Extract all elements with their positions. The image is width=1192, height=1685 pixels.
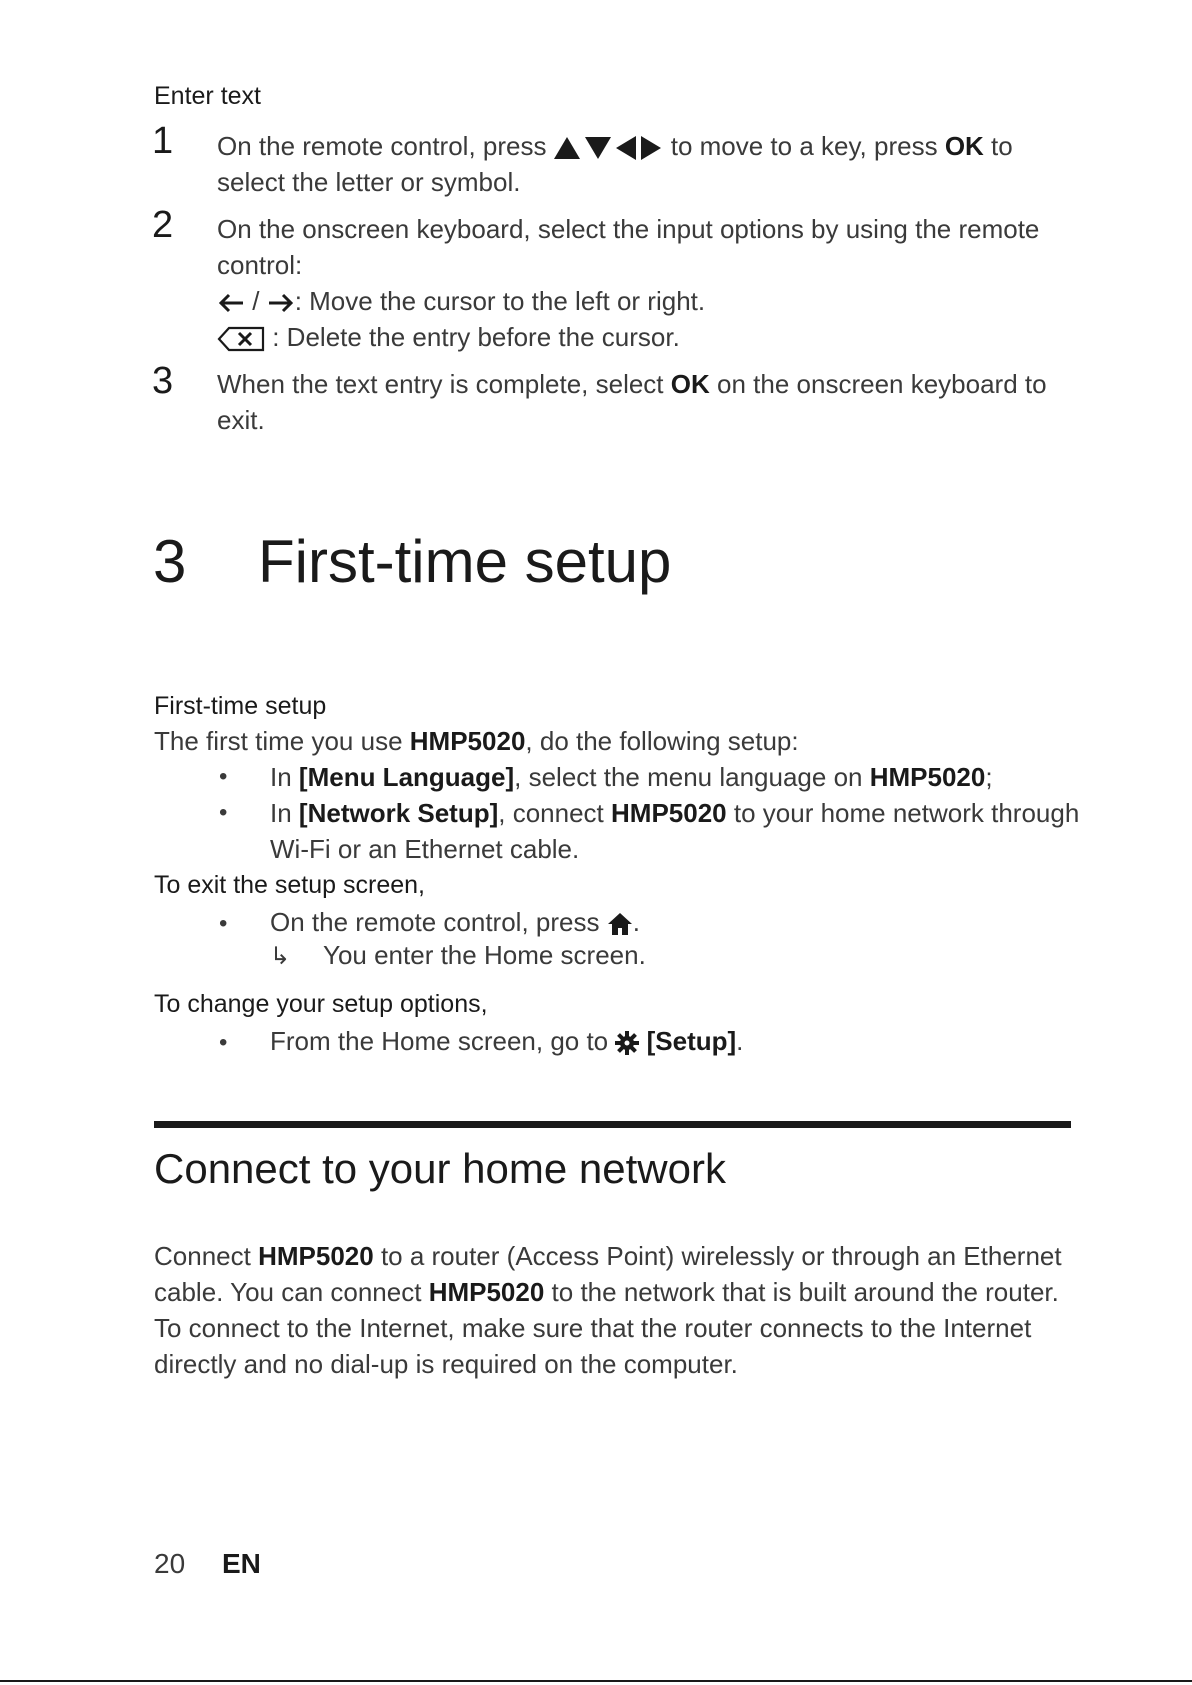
bullet-part: Wi-Fi or an Ethernet cable. <box>270 834 580 864</box>
triangle-down-icon <box>585 137 611 159</box>
paragraph-line: To connect to the Internet, make sure that the router connects to the Internet <box>154 1313 1032 1343</box>
page-language: EN <box>222 1548 261 1579</box>
enter-text-heading: Enter text <box>154 82 261 110</box>
paragraph-part: to a router (Access Point) wirelessly or through an Ethernet <box>380 1241 1062 1271</box>
setup-label: [Setup] <box>646 1026 737 1056</box>
bullet-part: to your home network through <box>733 798 1080 828</box>
step-text-line: control: <box>217 250 303 280</box>
chapter-title: First-time setup <box>258 528 672 595</box>
triangle-right-icon <box>641 136 661 160</box>
backspace-icon <box>217 326 265 352</box>
exit-bullet <box>270 904 640 940</box>
section-title: Connect to your home network <box>154 1145 726 1192</box>
device-name: HMP5020 <box>258 1241 374 1271</box>
section-divider <box>154 1121 1071 1128</box>
bullet-part: On the remote control, press <box>270 907 600 937</box>
exit-result: You enter the Home screen. <box>323 940 646 970</box>
step-1-text <box>217 128 1097 200</box>
step-text-part: to move to a key, press <box>670 131 938 161</box>
ok-key-label: OK <box>944 131 984 161</box>
step-text-part: On the remote control, press <box>217 131 547 161</box>
bullet-part: , connect <box>498 798 604 828</box>
triangle-left-icon <box>616 136 636 160</box>
step-text-line: select the letter or symbol. <box>217 167 521 197</box>
arrow-left-icon <box>217 292 245 314</box>
bullet-part: In <box>270 762 292 792</box>
step-text-line: On the onscreen keyboard, select the input options by using the remote <box>217 214 1040 244</box>
network-setup-bullet <box>270 795 1079 867</box>
bullet-part: . <box>632 907 640 937</box>
step-2-text <box>217 211 1097 355</box>
paragraph-part: to the network that is built around the router. <box>551 1277 1059 1307</box>
cursor-move-description: : Move the cursor to the left or right. <box>294 286 706 316</box>
step-text-part: When the text entry is complete, select <box>217 369 664 399</box>
network-paragraph <box>154 1238 1074 1382</box>
setup-intro-part: , do the following setup: <box>525 726 799 756</box>
bullet-part: . <box>736 1026 744 1056</box>
result-arrow-icon: ↳ <box>270 943 291 970</box>
change-bullet <box>270 1023 743 1059</box>
device-name: HMP5020 <box>611 798 727 828</box>
step-number: 1 <box>152 120 174 162</box>
first-time-setup-heading: First-time setup <box>154 692 327 720</box>
step-number: 3 <box>152 360 174 402</box>
bullet-icon: • <box>219 1029 228 1056</box>
setup-intro <box>154 726 799 757</box>
step-text-line: exit. <box>217 405 265 435</box>
gear-icon <box>615 1031 639 1055</box>
step-number: 2 <box>152 204 174 246</box>
step-text-part: to <box>991 131 1013 161</box>
bullet-icon: • <box>219 799 228 826</box>
bullet-part: , select the menu language on <box>514 762 863 792</box>
step-text-part: on the onscreen keyboard to <box>717 369 1047 399</box>
step-3-text <box>217 366 1097 438</box>
bullet-part: In <box>270 798 292 828</box>
paragraph-line: directly and no dial-up is required on the computer. <box>154 1349 738 1379</box>
device-name: HMP5020 <box>409 726 526 756</box>
change-setup-heading: To change your setup options, <box>154 990 488 1018</box>
menu-language-label: [Menu Language] <box>298 762 515 792</box>
bullet-part: ; <box>985 762 993 792</box>
network-setup-label: [Network Setup] <box>298 798 499 828</box>
exit-setup-heading: To exit the setup screen, <box>154 871 425 899</box>
bottom-border <box>0 1680 1192 1682</box>
bullet-part: From the Home screen, go to <box>270 1026 609 1056</box>
page-number: 20 <box>154 1548 186 1579</box>
paragraph-part: Connect <box>154 1241 251 1271</box>
setup-intro-part: The first time you use <box>154 726 403 756</box>
bullet-icon: • <box>219 763 228 790</box>
slash-separator: / <box>252 286 260 316</box>
ok-key-label: OK <box>670 369 710 399</box>
chapter-number: 3 <box>153 528 187 595</box>
menu-language-bullet <box>270 759 993 795</box>
triangle-up-icon <box>554 137 580 159</box>
device-name: HMP5020 <box>869 762 986 792</box>
arrow-right-icon <box>267 292 295 314</box>
paragraph-part: cable. You can connect <box>154 1277 422 1307</box>
device-name: HMP5020 <box>428 1277 545 1307</box>
delete-description: : Delete the entry before the cursor. <box>272 322 680 352</box>
home-icon <box>607 912 633 936</box>
bullet-icon: • <box>219 910 228 937</box>
